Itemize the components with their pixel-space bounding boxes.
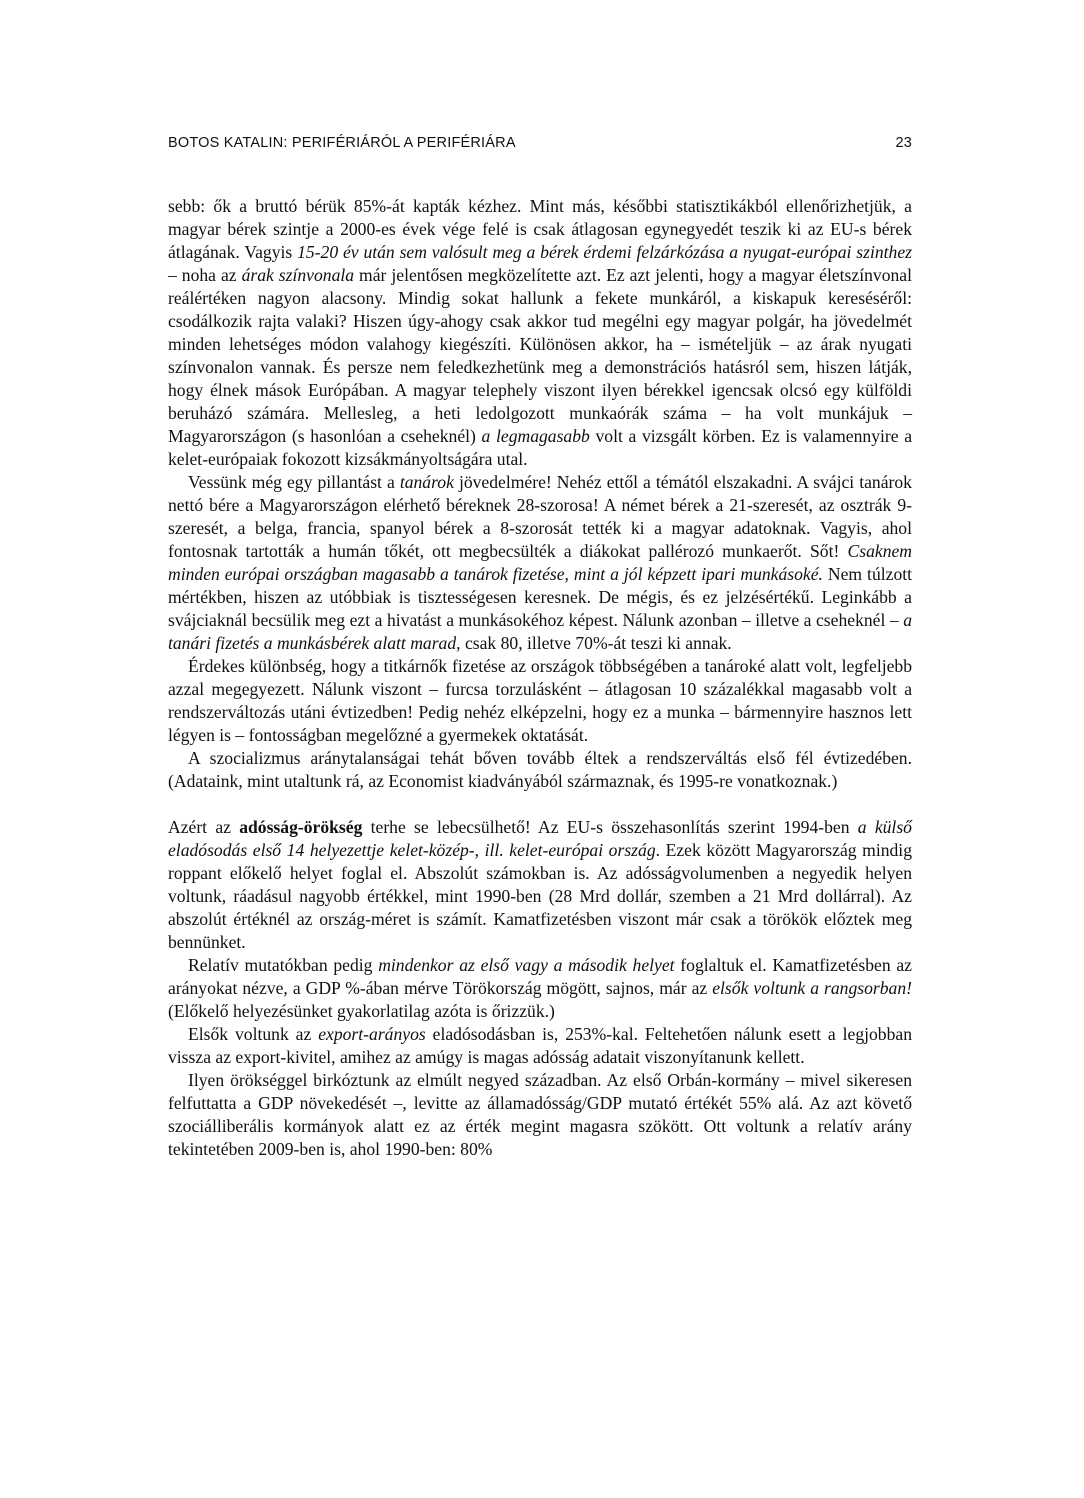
text-run: . Ezek között Magyarország mindig roppant előkelő helyet foglal el. Abszolút számokban is. Az adósságvolumenben a negyedik helyen voltunk, ráadásul nagyobb értékkel, mint 1990-ben (28 Mrd dollár, szemben a 21 Mrd dollárral). Az abszolút értéknél az ország-méret is számít. Kamatfizetésben viszont már csak a törökök előztek meg bennünket. bbox=[168, 840, 912, 952]
text-run: A szocializmus aránytalanságai tehát bőven tovább éltek a rendszerváltás első fél évtizedében. (Adataink, mint utaltunk rá, az Economist kiadványából származnak, és 1995-re vonatkoznak.) bbox=[168, 748, 912, 791]
paragraph bbox=[168, 195, 912, 471]
italic-text-run: elsők voltunk a rangsorban! bbox=[712, 978, 912, 998]
italic-text-run: a legmagasabb bbox=[481, 426, 590, 446]
running-header bbox=[168, 135, 914, 155]
paragraph bbox=[168, 1069, 912, 1161]
italic-text-run: a külső eladósodás első 14 helyezettje kelet-közép-, ill. kelet-európai ország bbox=[168, 817, 912, 860]
italic-text-run: 15-20 év után sem valósult meg a bérek érdemi felzárkózása a nyugat-európai szinthez bbox=[297, 242, 912, 262]
italic-text-run: export-arányos bbox=[318, 1024, 426, 1044]
text-run: már jelentősen megközelítette azt. Ez azt jelenti, hogy a magyar életszínvonal reálértéken nagyon alacsony. Mindig sokat hallunk a fekete munkáról, a kiskapuk kereséséről: csodálkozik rajta valaki? Hiszen úgy-ahogy csak akkor tud megélni egy magyar polgár, ha jövedelmét minden lehetséges módon valahogy kiegészíti. Különösen akkor, ha – ismételjük – az árak nyugati színvonalon vannak. És persze nem feledkezhetünk meg a demonstrációs hatásról sem, hiszen látják, hogy élnek mások Európában. A magyar telephely viszont ilyen bérekkel igencsak olcsó egy külföldi beruházó számára. Mellesleg, a heti ledolgozott munkaórák száma – ha volt munkájuk – Magyarországon (s hasonlóan a cseheknél) bbox=[168, 265, 912, 446]
text-run: – noha az bbox=[168, 265, 242, 285]
paragraph bbox=[168, 1023, 912, 1069]
paragraph bbox=[168, 747, 912, 793]
text-run: , csak 80, illetve 70%-át teszi ki annak. bbox=[456, 633, 732, 653]
text-run: volt a vizsgált körben. Ez is valamennyire a kelet-európaiak fokozott kizsákmányoltságára utal. bbox=[168, 426, 913, 469]
text-run: terhe se lebecsülhető! Az EU-s összehasonlítás szerint 1994-ben bbox=[362, 817, 858, 837]
text-run: sebb: ők a bruttó bérük 85%-át kapták kézhez. Mint más, későbbi statisztikákból ellenőrizhetjük, a magyar bérek szintje a 2000-es évek vége felé is csak átlagosan egynegyedét teszik ki az EU-s bérek átlagának. Vagyis bbox=[168, 196, 912, 262]
paragraph bbox=[168, 471, 912, 655]
page-number: 23 bbox=[895, 135, 912, 151]
body-text bbox=[168, 195, 912, 1161]
text-run: jövedelmére! Nehéz ettől a témától elszakadni. A svájci tanárok nettó bére a Magyarországon elérhető béreknek 28-szorosa! A német bérek a 21-szeresét, az osztrák 9-szeresét, a belga, francia, spanyol bérek a 8-szorosát tették ki a magyar adatoknak. Vagyis, ahol fontosnak tartották a humán tőkét, ott megbecsülték a diákokat pallérozó munkaerőt. Sőt! bbox=[168, 472, 912, 561]
paragraph bbox=[168, 954, 912, 1023]
paragraph bbox=[168, 655, 912, 747]
text-run: Azért az bbox=[168, 817, 240, 837]
text-run: Elsők voltunk az bbox=[188, 1024, 319, 1044]
text-run: eladósodásban is, 253%-kal. Feltehetően nálunk esett a legjobban vissza az export-kivitel, amihez az amúgy is magas adósság adatait viszonyítanunk kellett. bbox=[168, 1024, 912, 1067]
text-run: foglaltuk el. Kamatfizetésben az arányokat nézve, a GDP %-ában mérve Törökország mögött, sajnos, már az bbox=[168, 955, 912, 998]
italic-text-run: tanárok bbox=[399, 472, 454, 492]
italic-text-run: árak színvonala bbox=[241, 265, 355, 285]
text-run: Vessünk még egy pillantást a bbox=[188, 472, 400, 492]
bold-text-run: adósság-örökség bbox=[239, 817, 363, 837]
italic-text-run: mindenkor az első vagy a második helyet bbox=[378, 955, 675, 975]
paragraph bbox=[168, 816, 912, 954]
text-run: Ilyen örökséggel birkóztunk az elmúlt negyed században. Az első Orbán-kormány – mivel sikeresen felfuttatta a GDP növekedését –, levitte az államadósság/GDP mutató értékét 55% alá. Az azt követő szociálliberális kormányok alatt ez az érték megint magasra szökött. Ott voltunk a relatív arány tekintetében 2009-ben is, ahol 1990-ben: 80% bbox=[168, 1070, 912, 1159]
text-run: Érdekes különbség, hogy a titkárnők fizetése az országok többségében a tanároké alatt volt, legfeljebb azzal megegyezett. Nálunk viszont – furcsa torzulásként – átlagosan 10 százalékkal magasabb volt a rendszerváltozás utáni évtizedben! Pedig nehéz elképzelni, hogy ez a munka – bármennyire hasznos lett légyen is – fontosságban megelőzné a gyermekek oktatását. bbox=[168, 656, 912, 745]
italic-text-run: a tanári fizetés a munkásbérek alatt marad bbox=[168, 610, 912, 653]
running-title: BOTOS KATALIN: PERIFÉRIÁRÓL A PERIFÉRIÁRA bbox=[168, 135, 516, 151]
text-run: Nem túlzott mértékben, hiszen az utóbbiak is tisztességesen keresnek. De mégis, és ez jelzésértékű. Leginkább a svájciaknál becsülik meg ezt a hivatást a munkásokéhoz képest. Nálunk azonban – illetve a cseheknél – bbox=[168, 564, 913, 630]
italic-text-run: Csaknem minden európai országban magasabb a tanárok fizetése, mint a jól képzett ipari munkásoké. bbox=[168, 541, 912, 584]
text-run: Relatív mutatókban pedig bbox=[188, 955, 379, 975]
text-run: (Előkelő helyezésünket gyakorlatilag azóta is őrizzük.) bbox=[168, 1001, 555, 1021]
